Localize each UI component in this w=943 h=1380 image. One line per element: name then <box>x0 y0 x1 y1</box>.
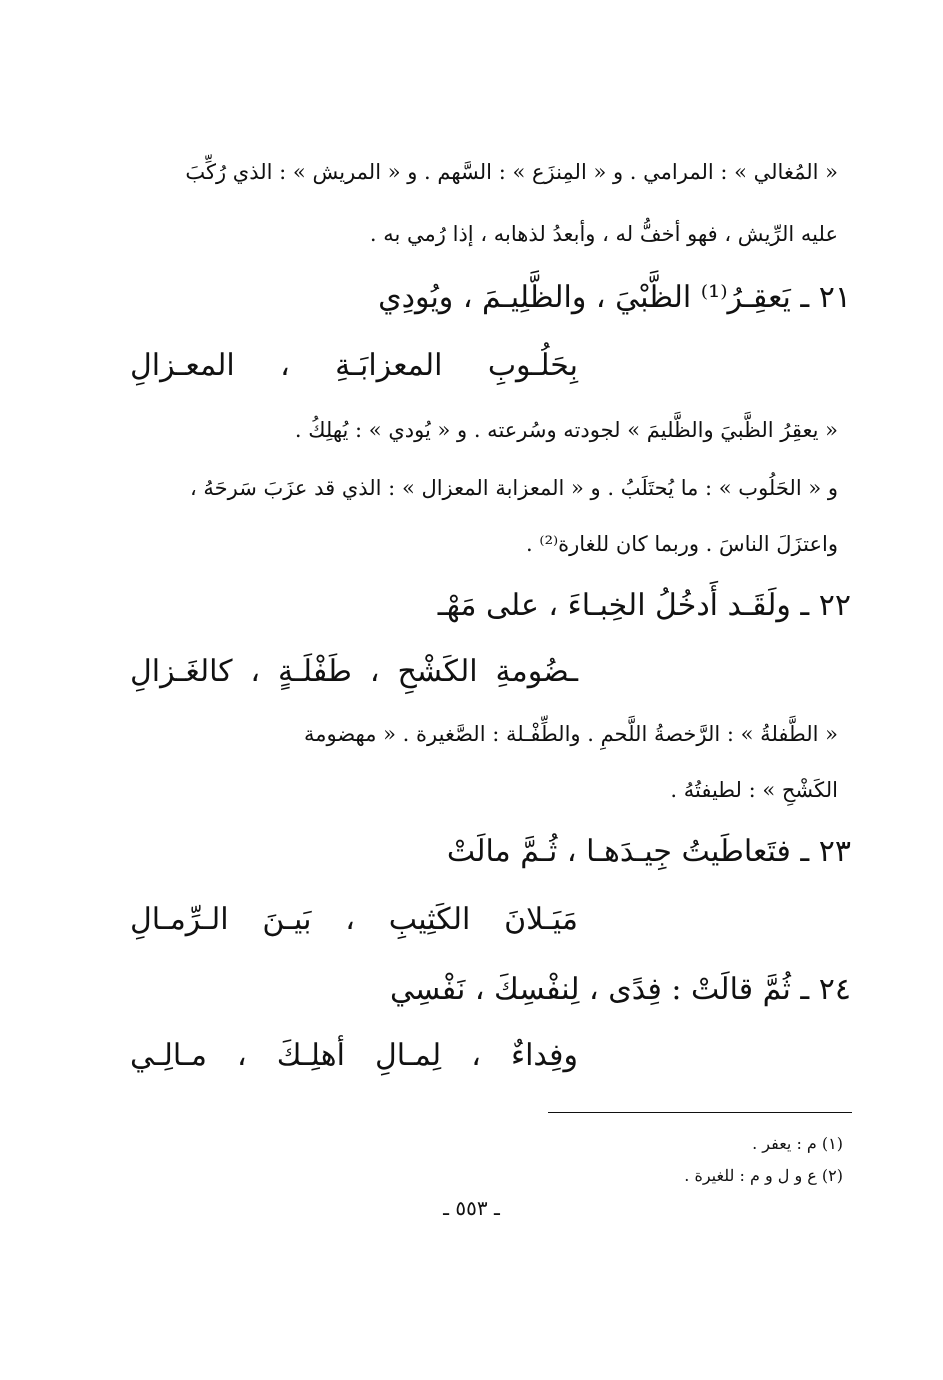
verse-first-hemistich: ٢٣ ـ فتَعاطَيتُ جِيـدَهـا ، ثُـمَّ مالَتْ <box>446 834 851 869</box>
commentary-line: و « الحَلُوب » : ما يُحتَلَبُ . و « المعزابة المعزال » : الذي قد عزَبَ سَرحَهُ ، <box>189 476 838 500</box>
footnote: (٢) ع و ل و م : للغيرة . <box>684 1166 843 1185</box>
commentary-line: واعتزَلَ الناسَ . وربما كان للغارة⁽²⁾ . <box>526 532 838 556</box>
verse-first-hemistich: ٢٤ ـ ثُمَّ قالَتْ : فِدًى ، لِنفْسِكَ ، نَفْسِي <box>390 972 851 1007</box>
page-number: ـ ٥٥٣ ـ <box>443 1196 500 1220</box>
commentary-line: « يعقِرُ الظَّبيَ والظَّليمَ » لجودته وسُرعته . و « يُودي » : يُهلِكُ . <box>294 418 838 442</box>
verse-first-hemistich: ٢٢ ـ ولَقَـد أَدخُلُ الخِبـاءَ ، على مَهْـ <box>437 588 851 623</box>
commentary-line: « المُغالي » : المرامي . و « المِنزَع » : السَّهم . و « المريش » : الذي رُكِّبَ <box>185 160 838 184</box>
verse-first-hemistich: ٢١ ـ يَعقِـرُ⁽¹⁾ الظَّبْيَ ، والظَّلِيـمَ ، ويُودِي <box>378 280 851 315</box>
verse-second-hemistich: بِحَلُـوبِ المعزابَـةِ ، المعـزالِ <box>130 348 578 383</box>
commentary-line: عليه الرِّيش ، فهو أخفُّ له ، وأبعدُ لذهابه ، إذا رُمي به . <box>369 222 838 246</box>
footnote-separator <box>548 1112 852 1113</box>
verse-second-hemistich: ـضُومةِ الكَشْحِ ، طَفْلَـةٍ ، كالغَـزالِ <box>130 654 578 689</box>
verse-second-hemistich: وفِداءٌ ، لِمـالِ أهلِـكَ ، مـالِـي <box>130 1038 578 1073</box>
verse-second-hemistich: مَيَـلانَ الكَثِيبِ ، بَيـنَ الـرِّمـالِ <box>130 902 578 937</box>
footnote: (١) م : يعفر . <box>752 1134 843 1153</box>
commentary-line: الكَشْحِ » : لطيفتُهُ . <box>670 778 838 802</box>
commentary-line: « الطَّفلةُ » : الرَّخصةُ اللَّحمِ . والطِّفْـلة : الصَّغيرة . « مهضومة <box>303 722 838 746</box>
